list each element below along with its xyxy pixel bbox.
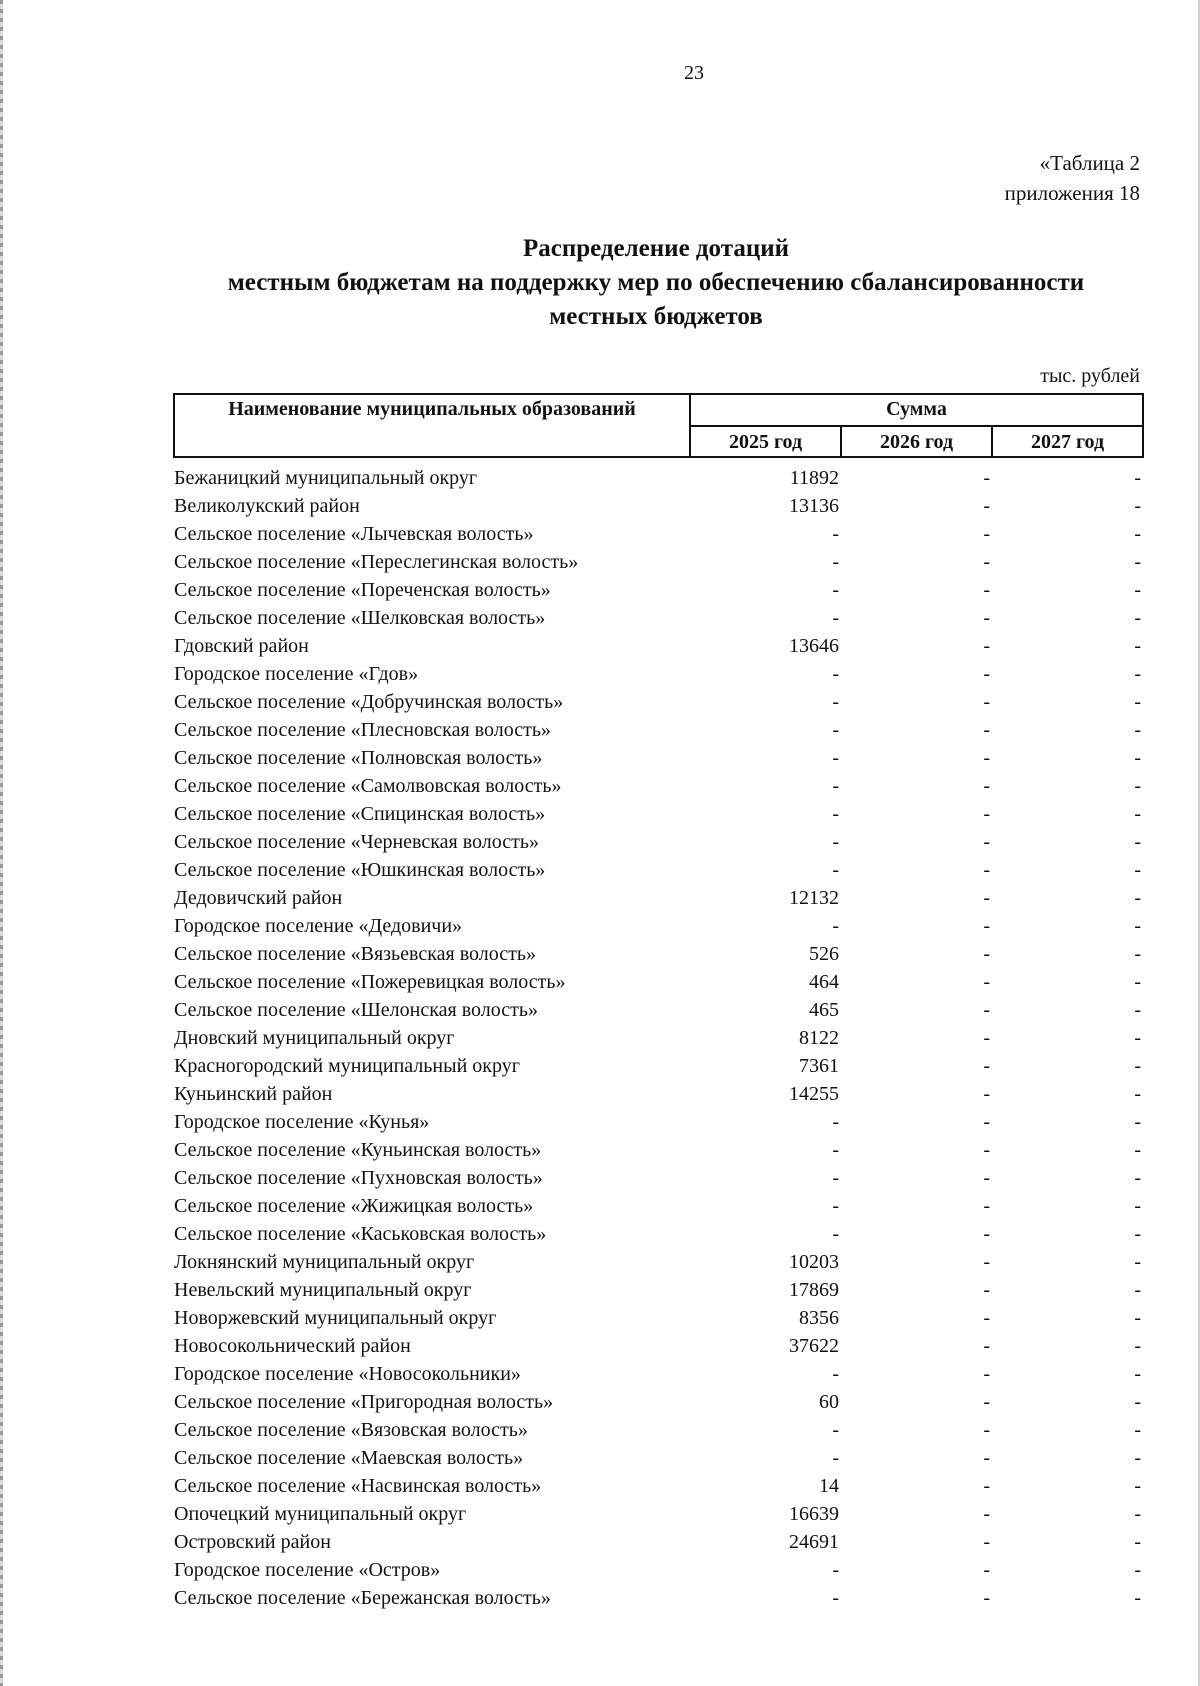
amount-2026-cell: - — [983, 1419, 990, 1441]
municipality-name-cell: Гдовский район — [174, 635, 309, 657]
table-row — [174, 576, 1143, 604]
annex-line-appendix: приложения 18 — [1004, 181, 1140, 205]
amount-2027-cell: - — [1134, 887, 1141, 909]
amount-2026-cell: - — [983, 523, 990, 545]
table-row — [174, 1220, 1143, 1248]
table-row — [174, 800, 1143, 828]
amount-2026-cell: - — [983, 1223, 990, 1245]
amount-2026-cell: - — [983, 1027, 990, 1049]
amount-2025-cell: 13646 — [789, 635, 839, 657]
amount-2025-cell: - — [832, 1223, 839, 1245]
amount-2026-cell: - — [983, 1279, 990, 1301]
amount-2026-cell: - — [983, 663, 990, 685]
amount-2025-cell: 8356 — [799, 1307, 839, 1329]
amount-2027-cell: - — [1134, 691, 1141, 713]
amount-2026-cell: - — [983, 1083, 990, 1105]
municipality-name-cell: Новоржевский муниципальный округ — [174, 1307, 497, 1329]
amount-2027-cell: - — [1134, 1447, 1141, 1469]
amount-2026-cell: - — [983, 1251, 990, 1273]
amount-2025-cell: - — [832, 691, 839, 713]
amount-2026-cell: - — [983, 747, 990, 769]
amount-2025-cell: - — [832, 1111, 839, 1133]
amount-2025-cell: - — [832, 803, 839, 825]
municipality-name-cell: Сельское поселение «Шелонская волость» — [174, 999, 538, 1021]
table-row — [174, 604, 1143, 632]
amount-2026-cell: - — [983, 1447, 990, 1469]
amount-2027-cell: - — [1134, 1083, 1141, 1105]
amount-2027-cell: - — [1134, 607, 1141, 629]
header-year-2025: 2025 год — [690, 426, 841, 457]
table-row — [174, 1192, 1143, 1220]
amount-2027-cell: - — [1134, 1559, 1141, 1581]
amount-2025-cell: - — [832, 747, 839, 769]
amount-2025-cell: 465 — [809, 999, 839, 1021]
amount-2027-cell: - — [1134, 663, 1141, 685]
amount-2025-cell: - — [832, 1167, 839, 1189]
municipality-name-cell: Сельское поселение «Вязовская волость» — [174, 1419, 528, 1441]
amount-2026-cell: - — [983, 1531, 990, 1553]
table-row — [174, 1248, 1143, 1276]
amount-2026-cell: - — [983, 635, 990, 657]
amount-2026-cell: - — [983, 691, 990, 713]
amount-2027-cell: - — [1134, 1111, 1141, 1133]
municipality-name-cell: Новосокольнический район — [174, 1335, 411, 1357]
table-row — [174, 1528, 1143, 1556]
amount-2025-cell: - — [832, 1139, 839, 1161]
amount-2027-cell: - — [1134, 775, 1141, 797]
amount-2026-cell: - — [983, 1335, 990, 1357]
table-row — [174, 884, 1143, 912]
municipality-name-cell: Локнянский муниципальный округ — [174, 1251, 475, 1273]
amount-2027-cell: - — [1134, 831, 1141, 853]
municipality-name-cell: Городское поселение «Новосокольники» — [174, 1363, 521, 1385]
table-row — [174, 1584, 1143, 1612]
table-row — [174, 1080, 1143, 1108]
municipality-name-cell: Сельское поселение «Вязьевская волость» — [174, 943, 536, 965]
amount-2026-cell: - — [983, 1139, 990, 1161]
municipality-name-cell: Сельское поселение «Маевская волость» — [174, 1447, 524, 1469]
title-line-2: местным бюджетам на поддержку мер по обеспечению сбалансированности — [227, 269, 1085, 296]
table-body — [174, 457, 1143, 1612]
amount-2027-cell: - — [1134, 495, 1141, 517]
amount-2026-cell: - — [983, 971, 990, 993]
table-row — [174, 716, 1143, 744]
annex-line-table: «Таблица 2 — [1039, 151, 1140, 175]
table-row — [174, 1052, 1143, 1080]
amount-2026-cell: - — [983, 915, 990, 937]
table-row — [174, 1024, 1143, 1052]
municipality-name-cell: Дновский муниципальный округ — [174, 1027, 455, 1049]
amount-2025-cell: - — [832, 831, 839, 853]
municipality-name-cell: Опочецкий муниципальный округ — [174, 1503, 467, 1525]
table-row — [174, 548, 1143, 576]
municipality-name-cell: Сельское поселение «Куньинская волость» — [174, 1139, 542, 1161]
amount-2026-cell: - — [983, 803, 990, 825]
table-row — [174, 1164, 1143, 1192]
municipality-name-cell: Сельское поселение «Добручинская волость» — [174, 691, 564, 713]
amount-2026-cell: - — [983, 467, 990, 489]
table-row — [174, 1500, 1143, 1528]
amount-2027-cell: - — [1134, 1419, 1141, 1441]
amount-2027-cell: - — [1134, 1475, 1141, 1497]
amount-2026-cell: - — [983, 999, 990, 1021]
amount-2026-cell: - — [983, 1055, 990, 1077]
amount-2027-cell: - — [1134, 523, 1141, 545]
table-row — [174, 996, 1143, 1024]
table-row — [174, 1360, 1143, 1388]
table-row — [174, 968, 1143, 996]
amount-2027-cell: - — [1134, 1503, 1141, 1525]
amount-2025-cell: - — [832, 719, 839, 741]
amount-2027-cell: - — [1134, 1391, 1141, 1413]
amount-2026-cell: - — [983, 1111, 990, 1133]
document-title — [172, 232, 1140, 334]
municipality-name-cell: Невельский муниципальный округ — [174, 1279, 472, 1301]
amount-2025-cell: 13136 — [789, 495, 839, 517]
amount-2026-cell: - — [983, 1391, 990, 1413]
table-row — [174, 1444, 1143, 1472]
amount-2027-cell: - — [1134, 467, 1141, 489]
amount-2025-cell: - — [832, 1363, 839, 1385]
amount-2027-cell: - — [1134, 1195, 1141, 1217]
municipality-name-cell: Островский район — [174, 1531, 331, 1553]
amount-2026-cell: - — [983, 607, 990, 629]
amount-2025-cell: 60 — [819, 1391, 839, 1413]
amount-2026-cell: - — [983, 1363, 990, 1385]
amount-2027-cell: - — [1134, 579, 1141, 601]
amount-2026-cell: - — [983, 943, 990, 965]
municipality-name-cell: Сельское поселение «Пореченская волость» — [174, 579, 551, 601]
scan-edge-left — [0, 0, 3, 1686]
amount-2027-cell: - — [1134, 1531, 1141, 1553]
table-row — [174, 828, 1143, 856]
table-row — [174, 464, 1143, 492]
amount-2027-cell: - — [1134, 635, 1141, 657]
amount-2025-cell: - — [832, 1587, 839, 1609]
municipality-name-cell: Сельское поселение «Лычевская волость» — [174, 523, 534, 545]
amount-2027-cell: - — [1134, 1139, 1141, 1161]
table-row — [174, 1136, 1143, 1164]
amount-2027-cell: - — [1134, 1363, 1141, 1385]
municipality-name-cell: Бежаницкий муниципальный округ — [174, 467, 478, 489]
table-row — [174, 1472, 1143, 1500]
amount-2027-cell: - — [1134, 971, 1141, 993]
amount-2027-cell: - — [1134, 1335, 1141, 1357]
municipality-name-cell: Сельское поселение «Пухновская волость» — [174, 1167, 543, 1189]
amount-2026-cell: - — [983, 859, 990, 881]
amount-2025-cell: - — [832, 663, 839, 685]
amount-2026-cell: - — [983, 775, 990, 797]
amount-2025-cell: 14255 — [789, 1083, 839, 1105]
amount-2025-cell: - — [832, 1559, 839, 1581]
amount-2025-cell: 16639 — [789, 1503, 839, 1525]
amount-2025-cell: 24691 — [789, 1531, 839, 1553]
table-row — [174, 1416, 1143, 1444]
table-row — [174, 1276, 1143, 1304]
amount-2025-cell: - — [832, 523, 839, 545]
municipality-name-cell: Сельское поселение «Жижицкая волость» — [174, 1195, 534, 1217]
amount-2026-cell: - — [983, 887, 990, 909]
amount-2025-cell: 17869 — [789, 1279, 839, 1301]
municipality-name-cell: Сельское поселение «Полновская волость» — [174, 747, 543, 769]
table-row — [174, 856, 1143, 884]
table-row — [174, 520, 1143, 548]
amount-2027-cell: - — [1134, 943, 1141, 965]
table-row — [174, 688, 1143, 716]
municipality-name-cell: Красногородский муниципальный округ — [174, 1055, 520, 1077]
amount-2027-cell: - — [1134, 1055, 1141, 1077]
amount-2025-cell: - — [832, 579, 839, 601]
municipality-name-cell: Сельское поселение «Пожеревицкая волость» — [174, 971, 566, 993]
municipality-name-cell: Сельское поселение «Насвинская волость» — [174, 1475, 542, 1497]
amount-2026-cell: - — [983, 1195, 990, 1217]
amount-2026-cell: - — [983, 831, 990, 853]
table-row — [174, 912, 1143, 940]
amount-2027-cell: - — [1134, 999, 1141, 1021]
amount-2025-cell: 11892 — [789, 467, 839, 489]
municipality-name-cell: Великолукский район — [174, 495, 360, 517]
municipality-name-cell: Сельское поселение «Плесновская волость» — [174, 719, 551, 741]
amount-2027-cell: - — [1134, 1167, 1141, 1189]
amount-2026-cell: - — [983, 495, 990, 517]
amount-2025-cell: 464 — [809, 971, 839, 993]
header-year-2027: 2027 год — [992, 426, 1143, 457]
amount-2027-cell: - — [1134, 551, 1141, 573]
amount-2025-cell: - — [832, 607, 839, 629]
municipality-name-cell: Сельское поселение «Юшкинская волость» — [174, 859, 546, 881]
amount-2027-cell: - — [1134, 1587, 1141, 1609]
amount-2027-cell: - — [1134, 1307, 1141, 1329]
municipality-name-cell: Городское поселение «Дедовичи» — [174, 915, 463, 937]
amount-2026-cell: - — [983, 719, 990, 741]
amount-2026-cell: - — [983, 579, 990, 601]
page-number: 23 — [684, 62, 704, 84]
table-row — [174, 772, 1143, 800]
amount-2025-cell: - — [832, 1447, 839, 1469]
municipality-name-cell: Городское поселение «Кунья» — [174, 1111, 430, 1133]
table-row — [174, 1332, 1143, 1360]
amount-2027-cell: - — [1134, 1223, 1141, 1245]
amount-2025-cell: - — [832, 859, 839, 881]
municipality-name-cell: Сельское поселение «Спицинская волость» — [174, 803, 546, 825]
annex-reference — [1005, 148, 1140, 208]
table-row — [174, 744, 1143, 772]
amount-2025-cell: - — [832, 775, 839, 797]
table-row — [174, 1388, 1143, 1416]
municipality-name-cell: Сельское поселение «Самолвовская волость» — [174, 775, 562, 797]
amount-2026-cell: - — [983, 1307, 990, 1329]
amount-2025-cell: 14 — [819, 1475, 839, 1497]
table-row — [174, 492, 1143, 520]
municipality-name-cell: Сельское поселение «Бережанская волость» — [174, 1587, 551, 1609]
amount-2025-cell: 8122 — [799, 1027, 839, 1049]
amount-2025-cell: 12132 — [789, 887, 839, 909]
amount-2025-cell: - — [832, 915, 839, 937]
title-line-3: местных бюджетов — [549, 303, 763, 330]
amount-2026-cell: - — [983, 1475, 990, 1497]
amount-2026-cell: - — [983, 1559, 990, 1581]
municipality-name-cell: Городское поселение «Гдов» — [174, 663, 419, 685]
header-municipality: Наименование муниципальных образований — [174, 394, 690, 457]
amount-2025-cell: - — [832, 551, 839, 573]
table-row — [174, 632, 1143, 660]
municipality-name-cell: Сельское поселение «Пригородная волость» — [174, 1391, 554, 1413]
amount-2027-cell: - — [1134, 915, 1141, 937]
municipality-name-cell: Сельское поселение «Каськовская волость» — [174, 1223, 547, 1245]
municipality-name-cell: Дедовичский район — [174, 887, 343, 909]
amount-2026-cell: - — [983, 1503, 990, 1525]
table-row — [174, 940, 1143, 968]
amount-2026-cell: - — [983, 551, 990, 573]
header-year-2026: 2026 год — [841, 426, 992, 457]
amount-2027-cell: - — [1134, 1251, 1141, 1273]
municipality-name-cell: Сельское поселение «Переслегинская волость» — [174, 551, 579, 573]
amount-2027-cell: - — [1134, 859, 1141, 881]
amount-2026-cell: - — [983, 1587, 990, 1609]
distribution-table — [173, 393, 1144, 1612]
header-sum: Сумма — [690, 394, 1143, 426]
amount-2025-cell: 526 — [809, 943, 839, 965]
amount-2027-cell: - — [1134, 719, 1141, 741]
municipality-name-cell: Сельское поселение «Шелковская волость» — [174, 607, 546, 629]
table-row — [174, 1108, 1143, 1136]
amount-2025-cell: 10203 — [789, 1251, 839, 1273]
municipality-name-cell: Куньинский район — [174, 1083, 333, 1105]
table-row — [174, 1556, 1143, 1584]
amount-2025-cell: 37622 — [789, 1335, 839, 1357]
amount-2025-cell: 7361 — [799, 1055, 839, 1077]
title-line-1: Распределение дотаций — [522, 235, 790, 262]
amount-2026-cell: - — [983, 1167, 990, 1189]
unit-label: тыс. рублей — [1040, 365, 1140, 387]
table-row — [174, 660, 1143, 688]
amount-2027-cell: - — [1134, 1027, 1141, 1049]
amount-2027-cell: - — [1134, 747, 1141, 769]
table-row — [174, 1304, 1143, 1332]
municipality-name-cell: Сельское поселение «Черневская волость» — [174, 831, 540, 853]
amount-2025-cell: - — [832, 1195, 839, 1217]
amount-2027-cell: - — [1134, 803, 1141, 825]
amount-2025-cell: - — [832, 1419, 839, 1441]
amount-2027-cell: - — [1134, 1279, 1141, 1301]
municipality-name-cell: Городское поселение «Остров» — [174, 1559, 441, 1581]
